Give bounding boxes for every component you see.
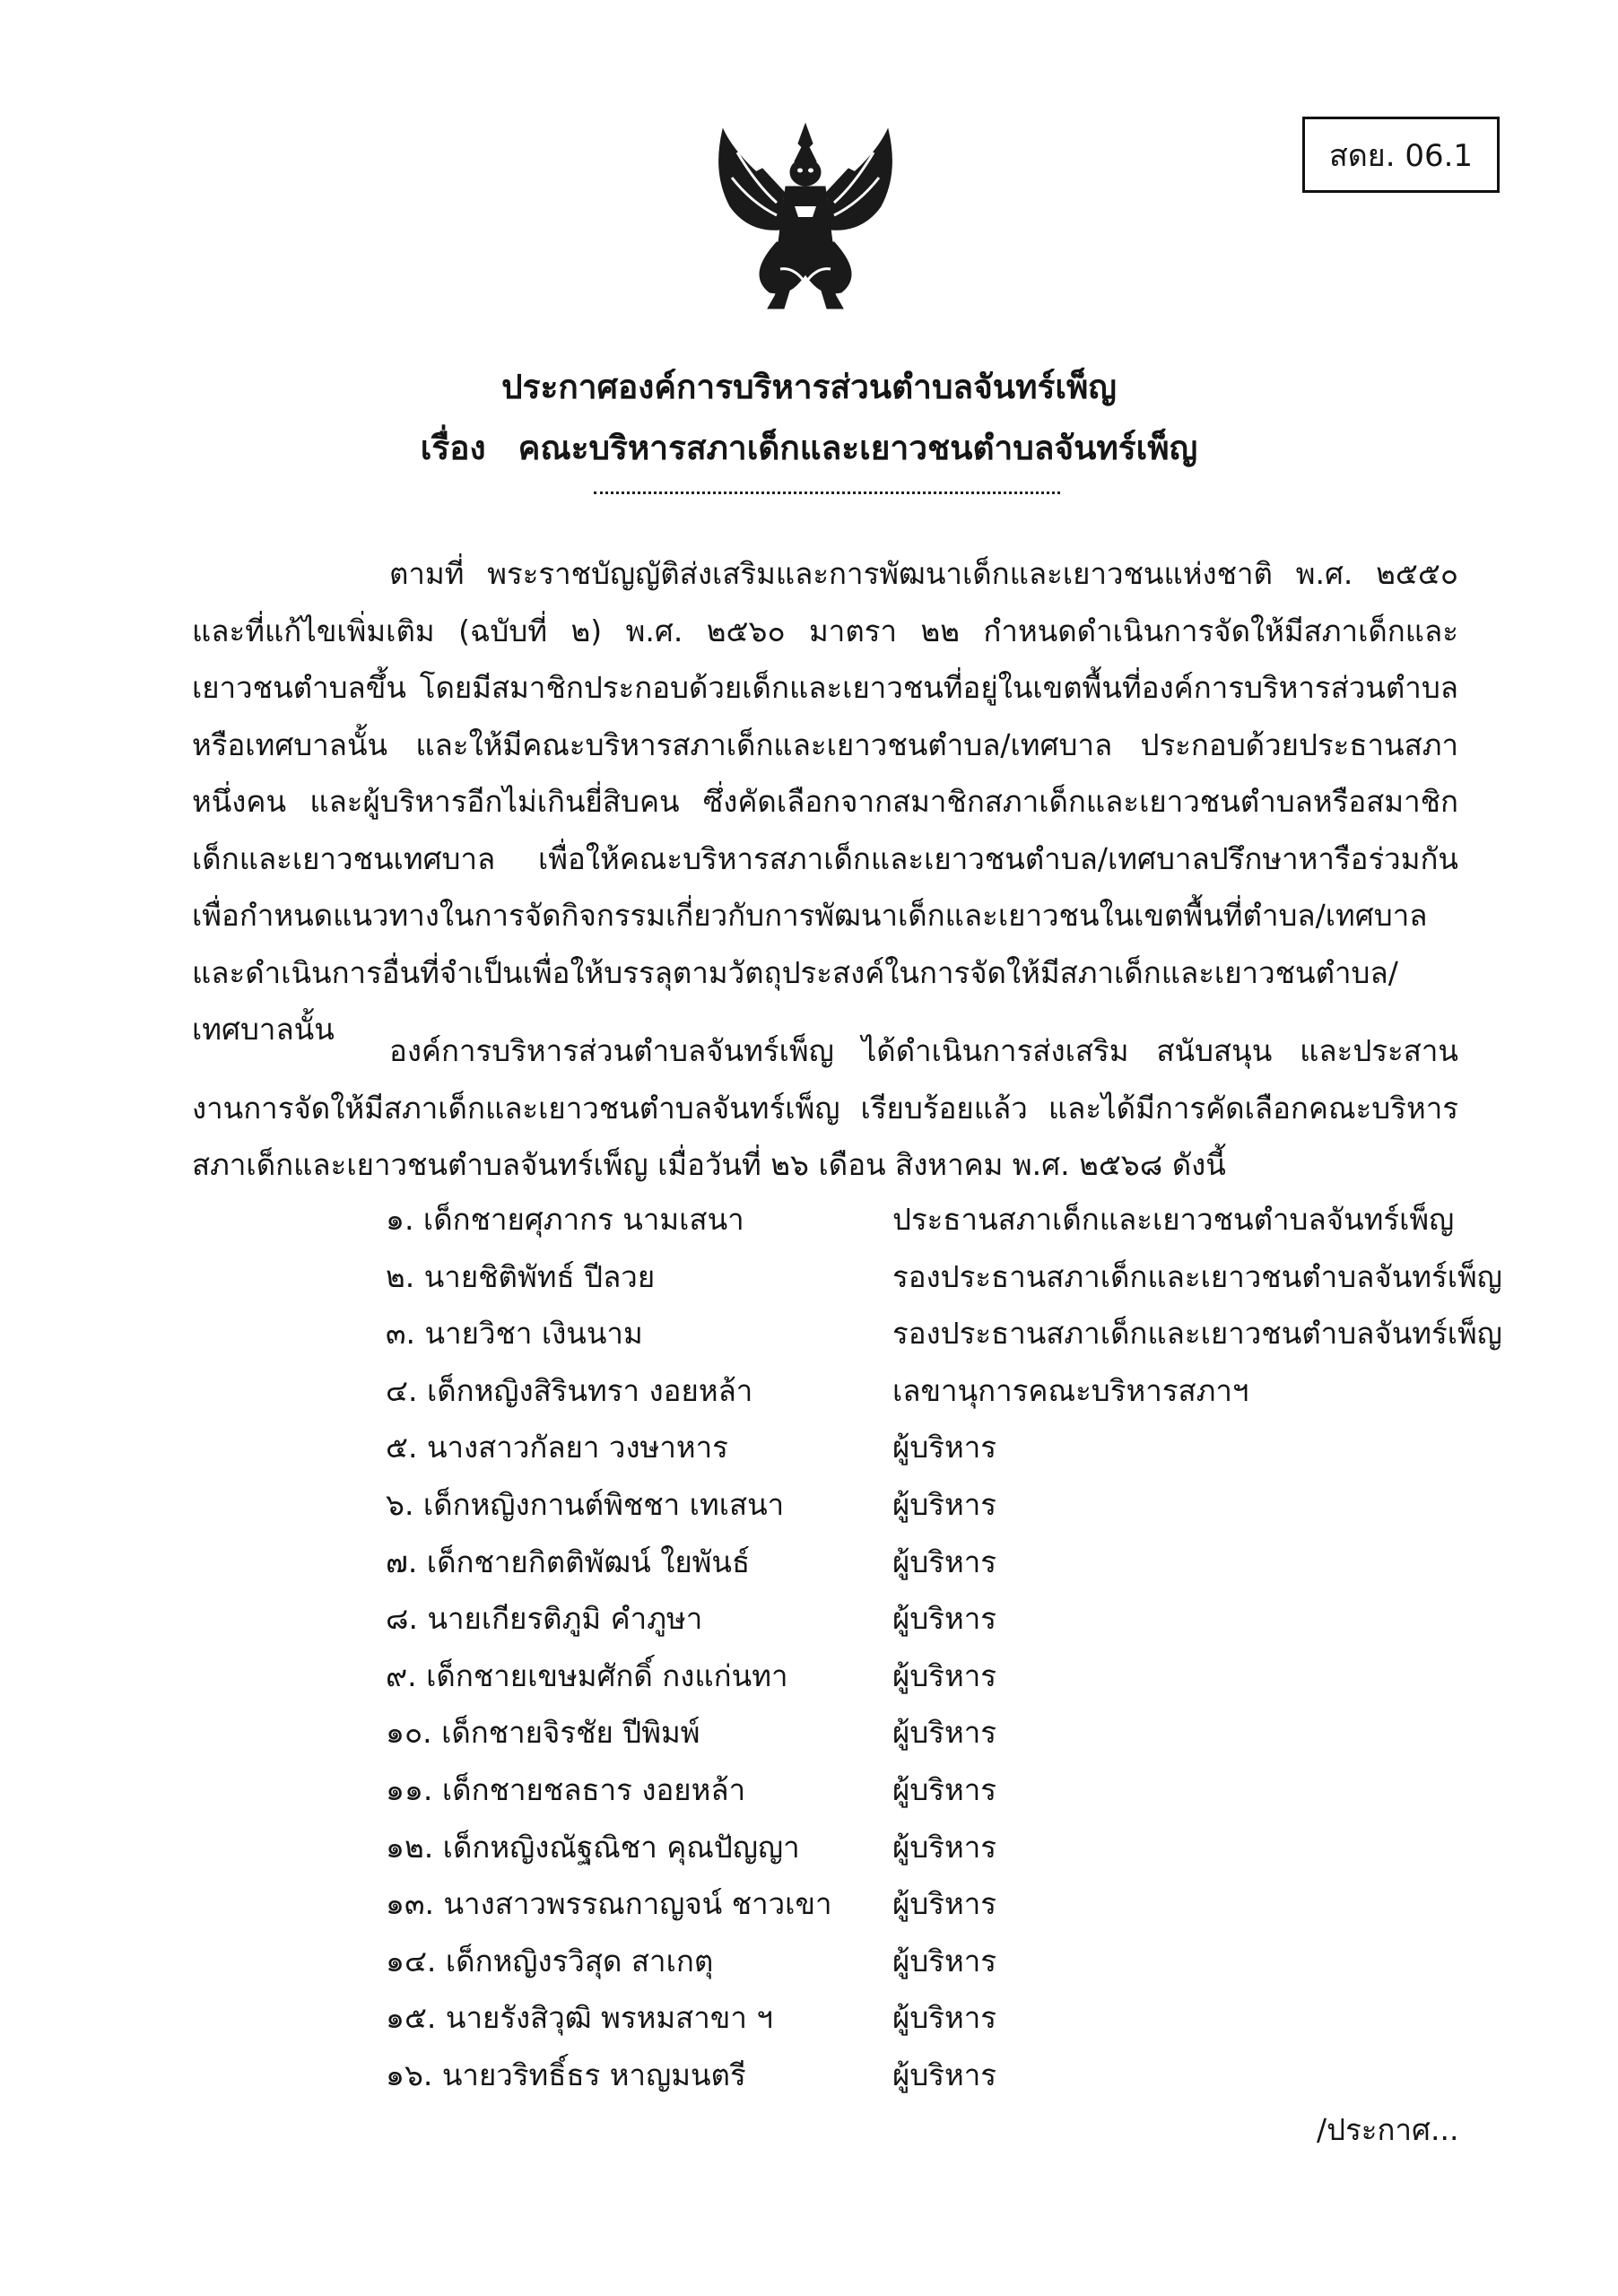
announcement-title: ประกาศองค์การบริหารส่วนตำบลจันทร์เพ็ญ (501, 368, 1117, 406)
subject-text: คณะบริหารสภาเด็กและเยาวชนตำบลจันทร์เพ็ญ (518, 429, 1198, 467)
member-name: ๑. เด็กชายศุภากร นามเสนา (386, 1202, 744, 1237)
member-role: ผู้บริหาร (892, 1829, 997, 1865)
member-name: ๓. นายวิชา เงินนาม (386, 1316, 643, 1352)
member-name: ๒. นายชิติพัทธ์ ปีลวย (386, 1258, 656, 1294)
member-name: ๑๐. เด็กชายจิรชัย ปีพิมพ์ (386, 1715, 700, 1751)
paragraph-2-text: องค์การบริหารส่วนตำบลจันทร์เพ็ญ ได้ดำเนินการส่งเสริม สนับสนุน และประสานงานการจัดให้มีสภาเด็กและเยาวชนตำบลจันทร์เพ็ญ เรียบร้อยแล้ว และได้มีการคัดเลือกคณะบริหารสภาเด็กและเยาวชนตำบลจันทร์เพ็ญ เมื่อวันที่ ๒๖ เดือน สิงหาคม พ.ศ. ๒๕๖๘ ดังนี้ (192, 1033, 1458, 1182)
list-item (386, 1419, 1516, 1476)
subject-label: เรื่อง (420, 429, 486, 467)
member-role: ผู้บริหาร (892, 2057, 997, 2092)
member-role: ผู้บริหาร (892, 1430, 997, 1465)
member-name: ๑๕. นายรังสิวุฒิ พรหมสาขา ฯ (386, 2000, 773, 2036)
list-item (386, 2047, 1516, 2104)
body-paragraph-1 (192, 545, 1458, 1058)
list-item (386, 1305, 1516, 1362)
document-code: สดย. 06.1 (1328, 137, 1474, 174)
announcement-subject-line (0, 422, 1618, 474)
member-name: ๑๖. นายวริทธิ์ธร หาญมนตรี (386, 2057, 746, 2092)
list-item (386, 1534, 1516, 1591)
member-role: ผู้บริหาร (892, 1771, 997, 1807)
body-paragraph-2 (192, 1022, 1458, 1194)
list-item (386, 1819, 1516, 1876)
list-item (386, 1590, 1516, 1648)
list-item (386, 1989, 1516, 2047)
member-role: ผู้บริหาร (892, 2000, 997, 2036)
member-name: ๖. เด็กหญิงกานต์พิชชา เทเสนา (386, 1486, 785, 1522)
dotted-divider (594, 491, 1060, 494)
member-list (386, 1191, 1516, 2104)
member-role: ผู้บริหาร (892, 1486, 997, 1522)
member-role: รองประธานสภาเด็กและเยาวชนตำบลจันทร์เพ็ญ (892, 1258, 1502, 1294)
member-role: เลขานุการคณะบริหารสภาฯ (892, 1372, 1249, 1408)
member-role: ผู้บริหาร (892, 1886, 997, 1922)
member-name: ๑๑. เด็กชายชลธาร งอยหล้า (386, 1771, 746, 1807)
member-name: ๑๓. นางสาวพรรณกาญจน์ ชาวเขา (386, 1886, 832, 1922)
paragraph-1-text: ตามที่ พระราชบัญญัติส่งเสริมและการพัฒนาเด็กและเยาวชนแห่งชาติ พ.ศ. ๒๕๕๐ และที่แก้ไขเพิ่มเติม (ฉบับที่ ๒) พ.ศ. ๒๕๖๐ มาตรา ๒๒ กำหนดดำเนินการจัดให้มีสภาเด็กและเยาวชนตำบลขึ้น โดยมีสมาชิกประกอบด้วยเด็กและเยาวชนที่อยู่ในเขตพื้นที่องค์การบริหารส่วนตำบลหรือเทศบาลนั้น และให้มีคณะบริหารสภาเด็กและเยาวชนตำบล/เทศบาล ประกอบด้วยประธานสภาหนึ่งคน และผู้บริหารอีกไม่เกินยี่สิบคน ซึ่งคัดเลือกจากสมาชิกสภาเด็กและเยาวชนตำบลหรือสมาชิกเด็กและเยาวชนเทศบาล เพื่อให้คณะบริหารสภาเด็กและเยาวชนตำบล/เทศบาลปรึกษาหารือร่วมกันเพื่อกำหนดแนวทางในการจัดกิจกรรมเกี่ยวกับการพัฒนาเด็กและเยาวชนในเขตพื้นที่ตำบล/เทศบาล และดำเนินการอื่นที่จำเป็นเพื่อให้บรรลุตามวัตถุประสงค์ในการจัดให้มีสภาเด็กและเยาวชนตำบล/เทศบาลนั้น (192, 556, 1458, 1047)
member-name: ๘. นายเกียรติภูมิ คำภูษา (386, 1601, 703, 1637)
member-role: ประธานสภาเด็กและเยาวชนตำบลจันทร์เพ็ญ (892, 1202, 1455, 1237)
member-role: รองประธานสภาเด็กและเยาวชนตำบลจันทร์เพ็ญ (892, 1316, 1502, 1352)
member-role: ผู้บริหาร (892, 1657, 997, 1693)
document-code-box (1302, 117, 1500, 193)
list-item (386, 1476, 1516, 1534)
member-name: ๑๔. เด็กหญิงรวิสุด สาเกตุ (386, 1943, 714, 1979)
member-name: ๔. เด็กหญิงสิรินทรา งอยหล้า (386, 1372, 753, 1408)
member-role: ผู้บริหาร (892, 1943, 997, 1979)
member-role: ผู้บริหาร (892, 1544, 997, 1579)
member-role: ผู้บริหาร (892, 1715, 997, 1751)
member-role: ผู้บริหาร (892, 1601, 997, 1637)
list-item (386, 1191, 1516, 1248)
list-item (386, 1648, 1516, 1705)
list-item (386, 1933, 1516, 1990)
member-name: ๙. เด็กชายเขษมศักดิ์ กงแก่นทา (386, 1657, 788, 1693)
garuda-emblem-icon (698, 117, 913, 314)
continued-marker: /ประกาศ... (1317, 2112, 1459, 2147)
member-name: ๗. เด็กชายกิตติพัฒน์ ใยพันธ์ (386, 1544, 751, 1579)
member-name: ๕. นางสาวกัลยา วงษาหาร (386, 1430, 728, 1465)
list-item (386, 1875, 1516, 1933)
list-item (386, 1761, 1516, 1819)
list-item (386, 1362, 1516, 1420)
list-item (386, 1248, 1516, 1306)
list-item (386, 1704, 1516, 1761)
member-name: ๑๒. เด็กหญิงณัฐณิชา คุณปัญญา (386, 1829, 800, 1865)
